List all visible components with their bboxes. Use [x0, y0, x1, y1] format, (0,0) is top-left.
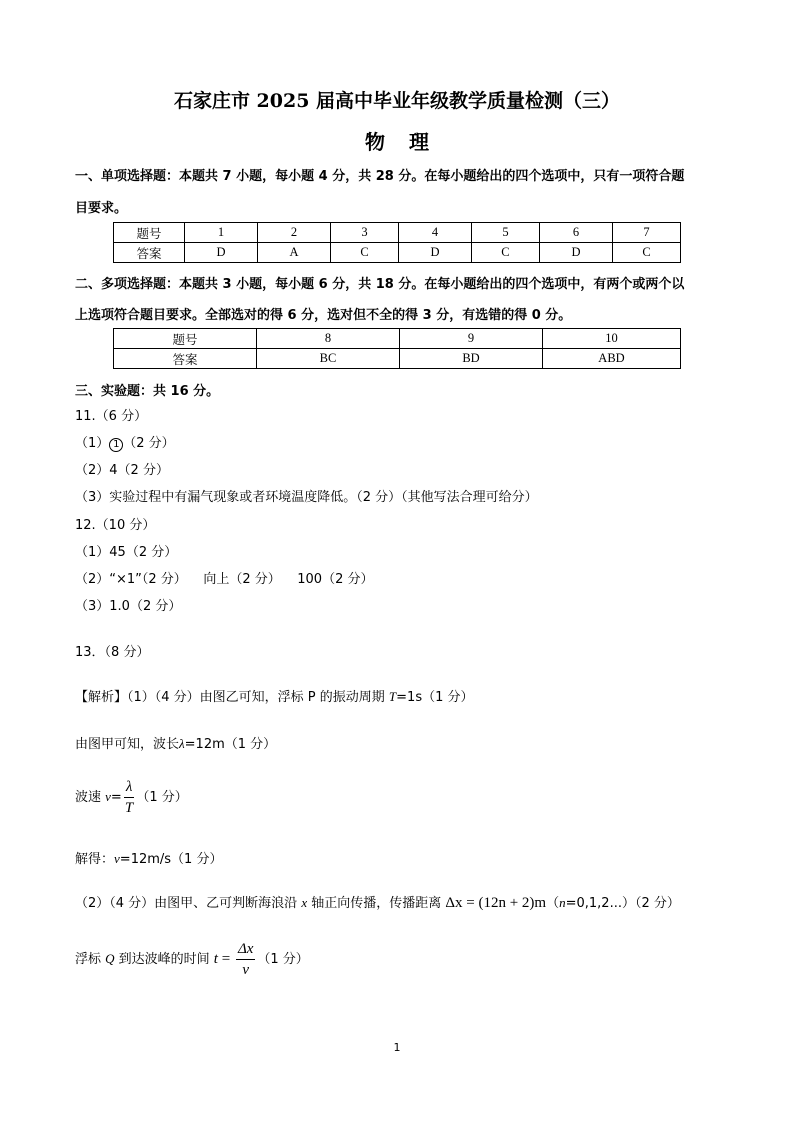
q13-line6	[75, 937, 309, 982]
section3-heading: 三、实验题：共 16 分。	[75, 384, 220, 399]
question-number: 10	[543, 329, 681, 349]
q11-part2: （2）4（2 分）	[75, 463, 169, 478]
q12-title: 12.（10 分）	[75, 518, 156, 533]
page-number: 1	[393, 1041, 401, 1054]
q11-part1	[75, 432, 175, 452]
text-span: （1 分）	[136, 790, 188, 805]
q12-part2: （2）“×1”（2 分） 向上（2 分） 100（2 分）	[75, 572, 374, 587]
answer-cell: D	[185, 243, 258, 263]
table-row	[114, 349, 681, 369]
text-span: （	[546, 896, 560, 911]
q13-line1	[75, 686, 474, 705]
section1-heading-line1: 一、单项选择题：本题共 7 小题，每小题 4 分，共 28 分。在每小题给出的四个选项中，只有一项符合题	[75, 169, 685, 184]
text-span: =12m/s（1 分）	[119, 852, 223, 867]
q13-title: 13．（8 分）	[75, 645, 150, 660]
section2-heading-line1: 二、多项选择题：本题共 3 小题，每小题 6 分，共 18 分。在每小题给出的四个选项中，有两个或两个以	[75, 277, 685, 292]
fraction-denominator: T	[124, 800, 134, 816]
answer-cell: D	[398, 243, 471, 263]
table-row	[114, 223, 681, 243]
variable: λ	[179, 736, 185, 751]
fraction-denominator: v	[242, 962, 249, 978]
text-span: =1s（1 分）	[396, 690, 474, 705]
table-row	[114, 243, 681, 263]
variable: x	[301, 895, 308, 910]
fraction-numerator: Δx	[236, 939, 255, 960]
q12-part3: （3）1.0（2 分）	[75, 599, 182, 614]
answer-cell: C	[331, 243, 399, 263]
q11-part1-suffix: （2 分）	[123, 436, 175, 451]
variable: T	[388, 689, 397, 704]
text-span: 轴正向传播，传播距离	[307, 896, 446, 911]
q11-part3: （3）实验过程中有漏气现象或者环境温度降低。（2 分）（其他写法合理可给分）	[75, 490, 538, 505]
question-number: 7	[612, 223, 680, 243]
text-span: （1 分）	[257, 952, 309, 967]
answer-cell: D	[539, 243, 612, 263]
table-row-label: 题号	[114, 223, 185, 243]
answer-cell: A	[258, 243, 331, 263]
text-span: =	[217, 951, 234, 967]
variable: t	[213, 951, 218, 967]
answer-cell: C	[612, 243, 680, 263]
answer-cell: BC	[257, 349, 400, 369]
section1-heading-line2: 目要求。	[75, 201, 128, 216]
q12-part1: （1）45（2 分）	[75, 545, 178, 560]
question-number: 1	[185, 223, 258, 243]
question-number: 4	[398, 223, 471, 243]
table-row-label: 答案	[114, 243, 185, 263]
table-row	[114, 329, 681, 349]
q13-line4	[75, 848, 222, 867]
q13-line2	[75, 733, 276, 752]
variable: n	[559, 895, 566, 910]
fraction	[236, 939, 255, 980]
q13-line5	[75, 892, 680, 912]
circled-number: 1	[109, 438, 123, 452]
single-choice-answer-table	[113, 222, 681, 263]
q13-line3	[75, 775, 188, 820]
question-number: 9	[400, 329, 543, 349]
question-number: 8	[257, 329, 400, 349]
table-row-label: 题号	[114, 329, 257, 349]
q11-title: 11.（6 分）	[75, 409, 148, 424]
text-span: =	[110, 790, 122, 805]
page-title: 石家庄市 2025 届高中毕业年级教学质量检测（三）	[173, 90, 621, 112]
text-span: 浮标	[75, 952, 106, 967]
text-span: =0,1,2...）（2 分）	[565, 896, 680, 911]
question-number: 3	[331, 223, 399, 243]
question-number: 6	[539, 223, 612, 243]
variable: v	[105, 789, 111, 804]
fraction	[124, 777, 135, 818]
text-span: 解得：	[75, 852, 115, 867]
q11-part1-prefix: （1）	[75, 436, 110, 451]
answer-cell: BD	[400, 349, 543, 369]
variable: v	[114, 851, 120, 866]
text-span: 波速	[75, 790, 106, 805]
answer-cell: C	[471, 243, 539, 263]
subject-title: 物理	[365, 130, 453, 154]
question-number: 2	[258, 223, 331, 243]
multi-choice-answer-table	[113, 328, 681, 369]
text-span: 由图甲可知，波长	[75, 737, 180, 752]
text-span: 到达波峰的时间	[114, 952, 214, 967]
text-span: （2）（4 分）由图甲、乙可判断海浪沿	[75, 896, 302, 911]
text-span: 【解析】（1）（4 分）由图乙可知，浮标 P 的振动周期	[75, 690, 389, 705]
section2-heading-line2: 上选项符合题目要求。全部选对的得 6 分，选对但不全的得 3 分，有选错的得 0 分。	[75, 308, 572, 323]
variable: Q	[105, 951, 115, 966]
answer-cell: ABD	[543, 349, 681, 369]
formula: Δx = (12n + 2)m	[445, 895, 547, 911]
fraction-numerator: λ	[124, 777, 135, 798]
question-number: 5	[471, 223, 539, 243]
text-span: =12m（1 分）	[184, 737, 277, 752]
table-row-label: 答案	[114, 349, 257, 369]
